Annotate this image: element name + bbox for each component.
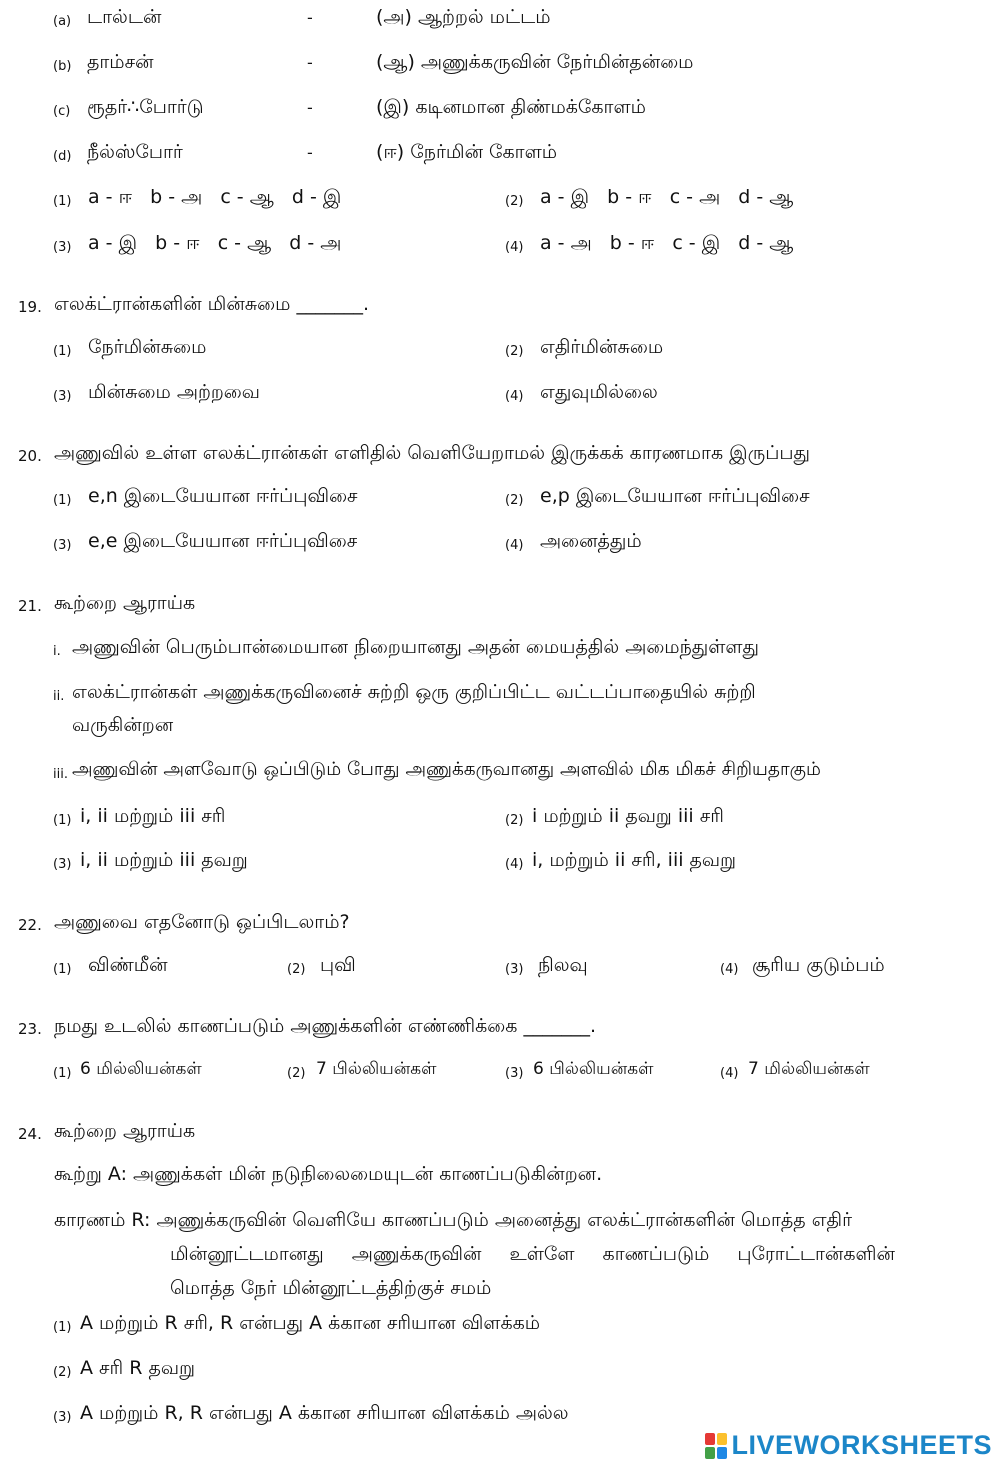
option-tag: (2) [53,1365,72,1380]
option-text: எதுவுமில்லை [540,381,658,403]
question-text: எலக்ட்ரான்களின் மின்சுமை _______. [54,293,370,315]
question-number: 21. [18,597,42,615]
match-tag: (a) [53,14,72,29]
question-text: அணுவை எதனோடு ஒப்பிடலாம்? [54,911,350,933]
option-tag: (2) [287,962,306,977]
liveworksheets-logo[interactable] [705,1430,992,1461]
option-tag: (4) [505,857,524,872]
statement-text: எலக்ட்ரான்கள் அணுக்கருவினைச் சுற்றி ஒரு குறிப்பிட்ட வட்டப்பாதையில் சுற்றி [72,681,756,703]
option-text: புவி [320,954,356,976]
option-text: 7 பில்லியன்கள் [316,1059,437,1079]
option-tag: (4) [505,538,524,553]
question-number: 20. [18,447,42,465]
option-tag: (4) [720,962,739,977]
option-text: A மற்றும் R, R என்பது A க்கான சரியான விளக்கம் அல்ல [80,1402,569,1424]
match-left: டால்டன் [87,6,162,28]
assertion-text: கூற்று A: அணுக்கள் மின் நடுநிலைமையுடன் காணப்படுகின்றன. [54,1163,603,1185]
option-text: i, ii மற்றும் iii தவறு [80,849,248,871]
match-dash: - [307,53,313,72]
option-text: e,n இடையேயான ஈர்ப்புவிசை [88,485,358,507]
option-tag: (3) [505,1066,524,1081]
statement-tag: i. [53,644,61,659]
statement-text: அணுவின் பெரும்பான்மையான நிறையானது அதன் மையத்தில் அமைந்துள்ளது [72,636,760,658]
option-text: i, மற்றும் ii சரி, iii தவறு [532,849,736,871]
option-tag: (4) [720,1066,739,1081]
option-tag: (3) [53,538,72,553]
option-text: A சரி R தவறு [80,1357,195,1379]
option-tag: (3) [53,1410,72,1425]
match-left: தாம்சன் [87,51,154,73]
option-tag: (4) [505,389,524,404]
brand-name: LIVEWORKSHEETS [731,1430,992,1460]
option-text: அனைத்தும் [540,530,642,552]
option-text: a - ஈ b - அ c - ஆ d - இ [88,186,342,208]
match-right: (அ) ஆற்றல் மட்டம் [376,6,551,28]
option-text: a - இ b - ஈ c - அ d - ஆ [540,186,794,208]
option-tag: (4) [505,240,524,255]
option-text: e,e இடையேயான ஈர்ப்புவிசை [88,530,358,552]
option-text: நேர்மின்சுமை [88,336,207,358]
option-text: a - அ b - ஈ c - இ d - ஆ [540,232,794,254]
option-text: 7 மில்லியன்கள் [748,1059,870,1079]
match-dash: - [307,8,313,27]
match-left: நீல்ஸ்போர் [87,141,183,163]
option-text: நிலவு [538,954,588,976]
match-right: (ஈ) நேர்மின் கோளம் [376,141,558,163]
option-text: a - இ b - ஈ c - ஆ d - அ [88,232,342,254]
option-tag: (2) [505,194,524,209]
reason-text: மொத்த நேர் மின்னூட்டத்திற்குச் சமம் [170,1277,492,1299]
option-text: 6 பில்லியன்கள் [533,1059,654,1079]
question-number: 24. [18,1125,42,1143]
match-tag: (b) [53,59,72,74]
option-text: A மற்றும் R சரி, R என்பது A க்கான சரியான விளக்கம் [80,1312,541,1334]
option-text: சூரிய குடும்பம் [752,954,885,976]
question-text: கூற்றை ஆராய்க [54,592,196,614]
liveworksheets-logo-icon [705,1433,727,1459]
option-text: எதிர்மின்சுமை [540,336,664,358]
option-tag: (2) [505,344,524,359]
reason-text: காரணம் R: அணுக்கருவின் வெளியே காணப்படும் அனைத்து எலக்ட்ரான்களின் மொத்த எதிர் [54,1209,853,1231]
match-left: ரூதர்∴போர்டு [87,96,204,118]
match-tag: (d) [53,149,72,164]
option-tag: (3) [53,240,72,255]
option-tag: (1) [53,194,72,209]
option-tag: (1) [53,813,72,828]
option-tag: (3) [53,389,72,404]
option-text: e,p இடையேயான ஈர்ப்புவிசை [540,485,810,507]
question-number: 23. [18,1020,42,1038]
option-text: மின்சுமை அற்றவை [88,381,260,403]
question-number: 22. [18,916,42,934]
option-text: விண்மீன் [88,954,168,976]
statement-tag: iii. [53,767,68,782]
statement-text: அணுவின் அளவோடு ஒப்பிடும் போது அணுக்கருவானது அளவில் மிக மிகச் சிறியதாகும் [72,759,821,780]
match-dash: - [307,98,313,117]
option-tag: (2) [287,1066,306,1081]
option-tag: (2) [505,813,524,828]
match-right: (ஆ) அணுக்கருவின் நேர்மின்தன்மை [376,51,694,73]
option-text: i மற்றும் ii தவறு iii சரி [532,805,724,827]
option-text: 6 மில்லியன்கள் [80,1059,202,1079]
match-right: (இ) கடினமான திண்மக்கோளம் [376,96,646,118]
option-tag: (1) [53,962,72,977]
question-text: நமது உடலில் காணப்படும் அணுக்களின் எண்ணிக்கை _______. [54,1015,597,1037]
option-tag: (1) [53,1320,72,1335]
option-tag: (2) [505,493,524,508]
question-number: 19. [18,298,42,316]
option-tag: (3) [53,857,72,872]
option-tag: (1) [53,1066,72,1081]
option-tag: (1) [53,493,72,508]
match-dash: - [307,143,313,162]
match-tag: (c) [53,104,71,119]
statement-continuation: வருகின்றன [72,714,174,736]
reason-text: மின்னூட்டமானது அணுக்கருவின் உள்ளே காணப்படும் புரோட்டான்களின் [170,1243,895,1265]
option-tag: (1) [53,344,72,359]
option-text: i, ii மற்றும் iii சரி [80,805,226,827]
question-text: அணுவில் உள்ள எலக்ட்ரான்கள் எளிதில் வெளியேறாமல் இருக்கக் காரணமாக இருப்பது [54,442,810,464]
option-tag: (3) [505,962,524,977]
question-text: கூற்றை ஆராய்க [54,1120,196,1142]
statement-tag: ii. [53,689,65,704]
